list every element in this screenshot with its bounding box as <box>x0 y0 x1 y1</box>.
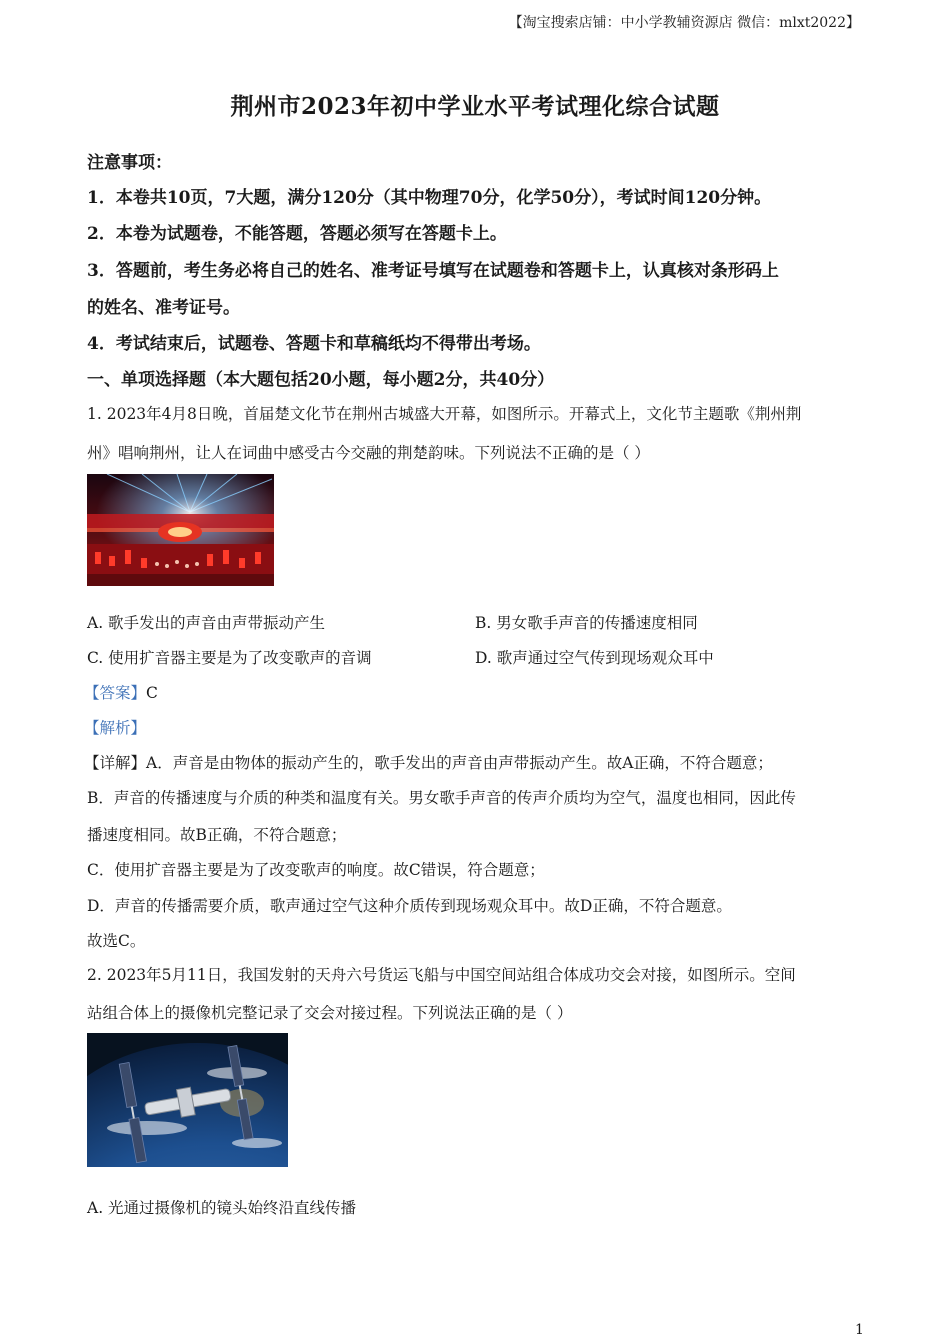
notice-item-2: 2．本卷为试题卷，不能答题，答题必须写在答题卡上。 <box>87 224 507 244</box>
q1-stage-image <box>87 474 274 586</box>
q1-detail-b-line-2: 播速度相同。故B正确，不符合题意； <box>87 826 347 844</box>
header-note: 【淘宝搜索店铺：中小学教辅资源店 微信：mlxt2022】 <box>508 15 860 31</box>
q1-stem-line-2: 州》唱响荆州，让人在词曲中感受古今交融的荆楚韵味。下列说法不正确的是（ ） <box>87 444 650 462</box>
notice-item-4: 4．考试结束后，试题卷、答题卡和草稿纸均不得带出考场。 <box>87 334 541 354</box>
q1-detail-a <box>84 751 773 773</box>
notice-item-3-line-2: 的姓名、准考证号。 <box>87 298 240 318</box>
notice-item-1: 1．本卷共10页，7大题，满分120分（其中物理70分，化学50分），考试时间120分钟。 <box>87 188 772 208</box>
section-1-heading: 一、单项选择题（本大题包括20小题，每小题2分，共40分） <box>87 370 555 390</box>
q1-detail-b-line-1: B．声音的传播速度与介质的种类和温度有关。男女歌手声音的传声介质均为空气，温度也相同，因此传 <box>87 789 796 807</box>
detail-a-text: A．声音是由物体的振动产生的，歌手发出的声音由声带振动产生。故A正确，不符合题意； <box>146 754 773 772</box>
q1-option-c: C. 使用扩音器主要是为了改变歌声的音调 <box>87 649 372 667</box>
q2-space-station-image <box>87 1033 288 1167</box>
q1-answer <box>84 681 158 703</box>
stage-illustration <box>87 474 274 586</box>
q1-option-b: B. 男女歌手声音的传播速度相同 <box>475 614 698 632</box>
page-number: 1 <box>855 1322 864 1338</box>
detail-label: 【详解】 <box>84 754 147 772</box>
q1-analysis-label: 【解析】 <box>84 719 147 737</box>
answer-value: C <box>146 684 158 702</box>
page-title: 荆州市2023年初中学业水平考试理化综合试题 <box>230 93 720 120</box>
answer-label: 【答案】 <box>84 684 147 702</box>
space-station-illustration <box>87 1033 288 1167</box>
notice-item-3-line-1: 3．答题前，考生务必将自己的姓名、准考证号填写在试题卷和答题卡上，认真核对条形码上 <box>87 261 779 281</box>
q1-stem-line-1: 1. 2023年4月8日晚，首届楚文化节在荆州古城盛大开幕，如图所示。开幕式上，文化节主题歌《荆州荆 <box>87 405 802 423</box>
q2-stem-line-1: 2. 2023年5月11日，我国发射的天舟六号货运飞船与中国空间站组合体成功交会对接，如图所示。空间 <box>87 966 796 984</box>
q1-option-d: D. 歌声通过空气传到现场观众耳中 <box>475 649 714 667</box>
q1-detail-d: D．声音的传播需要介质，歌声通过空气这种介质传到现场观众耳中。故D正确，不符合题意。 <box>87 897 732 915</box>
notice-heading: 注意事项： <box>87 153 172 173</box>
q1-option-a: A. 歌手发出的声音由声带振动产生 <box>87 614 326 632</box>
q2-stem-line-2: 站组合体上的摄像机完整记录了交会对接过程。下列说法正确的是（ ） <box>87 1004 573 1022</box>
q1-conclusion: 故选C。 <box>87 932 146 950</box>
q2-option-a: A. 光通过摄像机的镜头始终沿直线传播 <box>87 1199 357 1217</box>
q1-detail-c: C．使用扩音器主要是为了改变歌声的响度。故C错误，符合题意； <box>87 861 545 879</box>
